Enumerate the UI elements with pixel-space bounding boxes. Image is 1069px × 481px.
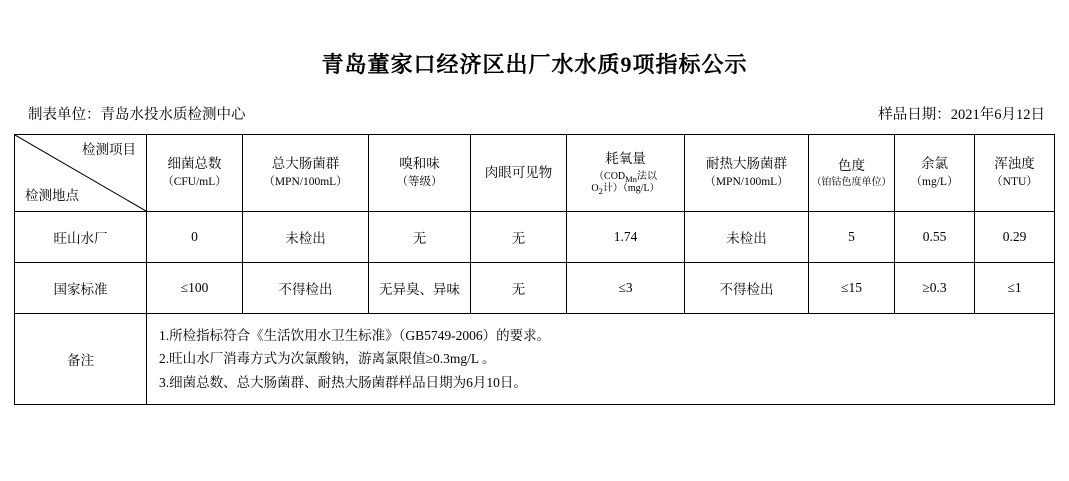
note-line: 2.旺山水厂消毒方式为次氯酸钠，游离氯限值≥0.3mg/L 。 (159, 351, 496, 367)
col-header-name: 余氯 (921, 156, 948, 172)
col-header-bacteria-count (147, 135, 243, 212)
maker-unit-label: 制表单位：青岛水投水质检测中心 (28, 107, 246, 123)
cell-value: ≤15 (809, 263, 895, 314)
cell-value: 5 (809, 212, 895, 263)
cell-value: 0 (147, 212, 243, 263)
cell-value: 无 (369, 212, 471, 263)
col-header-thermotolerant-coliform (685, 135, 809, 212)
col-header-odor-taste (369, 135, 471, 212)
cell-value: 0.55 (895, 212, 975, 263)
table-row (15, 212, 1055, 263)
col-header-unit: （mg/L） (910, 176, 959, 189)
col-header-unit: （MPN/100mL） (263, 176, 348, 189)
col-header-oxygen-consumption (567, 135, 685, 212)
note-line: 3.细菌总数、总大肠菌群、耐热大肠菌群样品日期为6月10日。 (159, 374, 527, 390)
col-header-name: 总大肠菌群 (271, 156, 340, 172)
col-header-unit: （MPN/100mL） (704, 176, 789, 189)
cell-value: 未检出 (685, 212, 809, 263)
col-header-name: 细菌总数 (167, 156, 222, 172)
document-page (0, 48, 1069, 481)
col-header-chroma (809, 135, 895, 212)
cell-value: 无异臭、异味 (369, 263, 471, 314)
col-header-visible-matter (471, 135, 567, 212)
cell-value: 无 (471, 263, 567, 314)
cell-value: 不得检出 (243, 263, 369, 314)
note-row (15, 314, 1055, 405)
col-header-unit: （$COD_{Mn}$法以 $O_2$计）（mg/L） (591, 170, 660, 197)
corner-bottom-label: 检测地点 (25, 187, 79, 203)
row-location: 国家标准 (15, 263, 147, 314)
page-title: 青岛董家口经济区出厂水水质9项指标公示 (321, 52, 748, 77)
corner-header-cell (15, 135, 147, 212)
col-header-name: 色度 (838, 157, 865, 173)
col-header-unit: （等级） (396, 176, 443, 189)
note-label: 备注 (15, 314, 147, 405)
col-header-total-coliform (243, 135, 369, 212)
cell-value: 不得检出 (685, 263, 809, 314)
col-header-name: 浑浊度 (994, 156, 1035, 172)
cell-value: 1.74 (567, 212, 685, 263)
note-line: 1.所检指标符合《生活饮用水卫生标准》（GB5749-2006）的要求。 (159, 327, 551, 343)
col-header-turbidity (975, 135, 1055, 212)
cell-value: ≥0.3 (895, 263, 975, 314)
col-header-residual-chlorine (895, 135, 975, 212)
col-header-name: 肉眼可见物 (484, 164, 553, 180)
cell-value: 未检出 (243, 212, 369, 263)
col-header-unit: （铂钴色度单位） (811, 176, 892, 188)
col-header-name: 耗氧量 (605, 151, 646, 167)
water-quality-table (14, 134, 1055, 405)
sample-date-label: 样品日期：2021年6月12日 (878, 107, 1045, 123)
corner-top-label: 检测项目 (82, 142, 136, 157)
table-row (15, 263, 1055, 314)
cell-value: 无 (471, 212, 567, 263)
cell-value: ≤100 (147, 263, 243, 314)
cell-value: ≤3 (567, 263, 685, 314)
note-body (147, 314, 1055, 405)
table-header-row (15, 135, 1055, 212)
cell-value: 0.29 (975, 212, 1055, 263)
meta-row (28, 103, 1045, 124)
col-header-unit: （CFU/mL） (162, 176, 227, 189)
cell-value: ≤1 (975, 263, 1055, 314)
col-header-name: 嗅和味 (399, 156, 440, 172)
row-location: 旺山水厂 (15, 212, 147, 263)
col-header-unit: （NTU） (991, 176, 1038, 189)
col-header-name: 耐热大肠菌群 (706, 156, 787, 172)
